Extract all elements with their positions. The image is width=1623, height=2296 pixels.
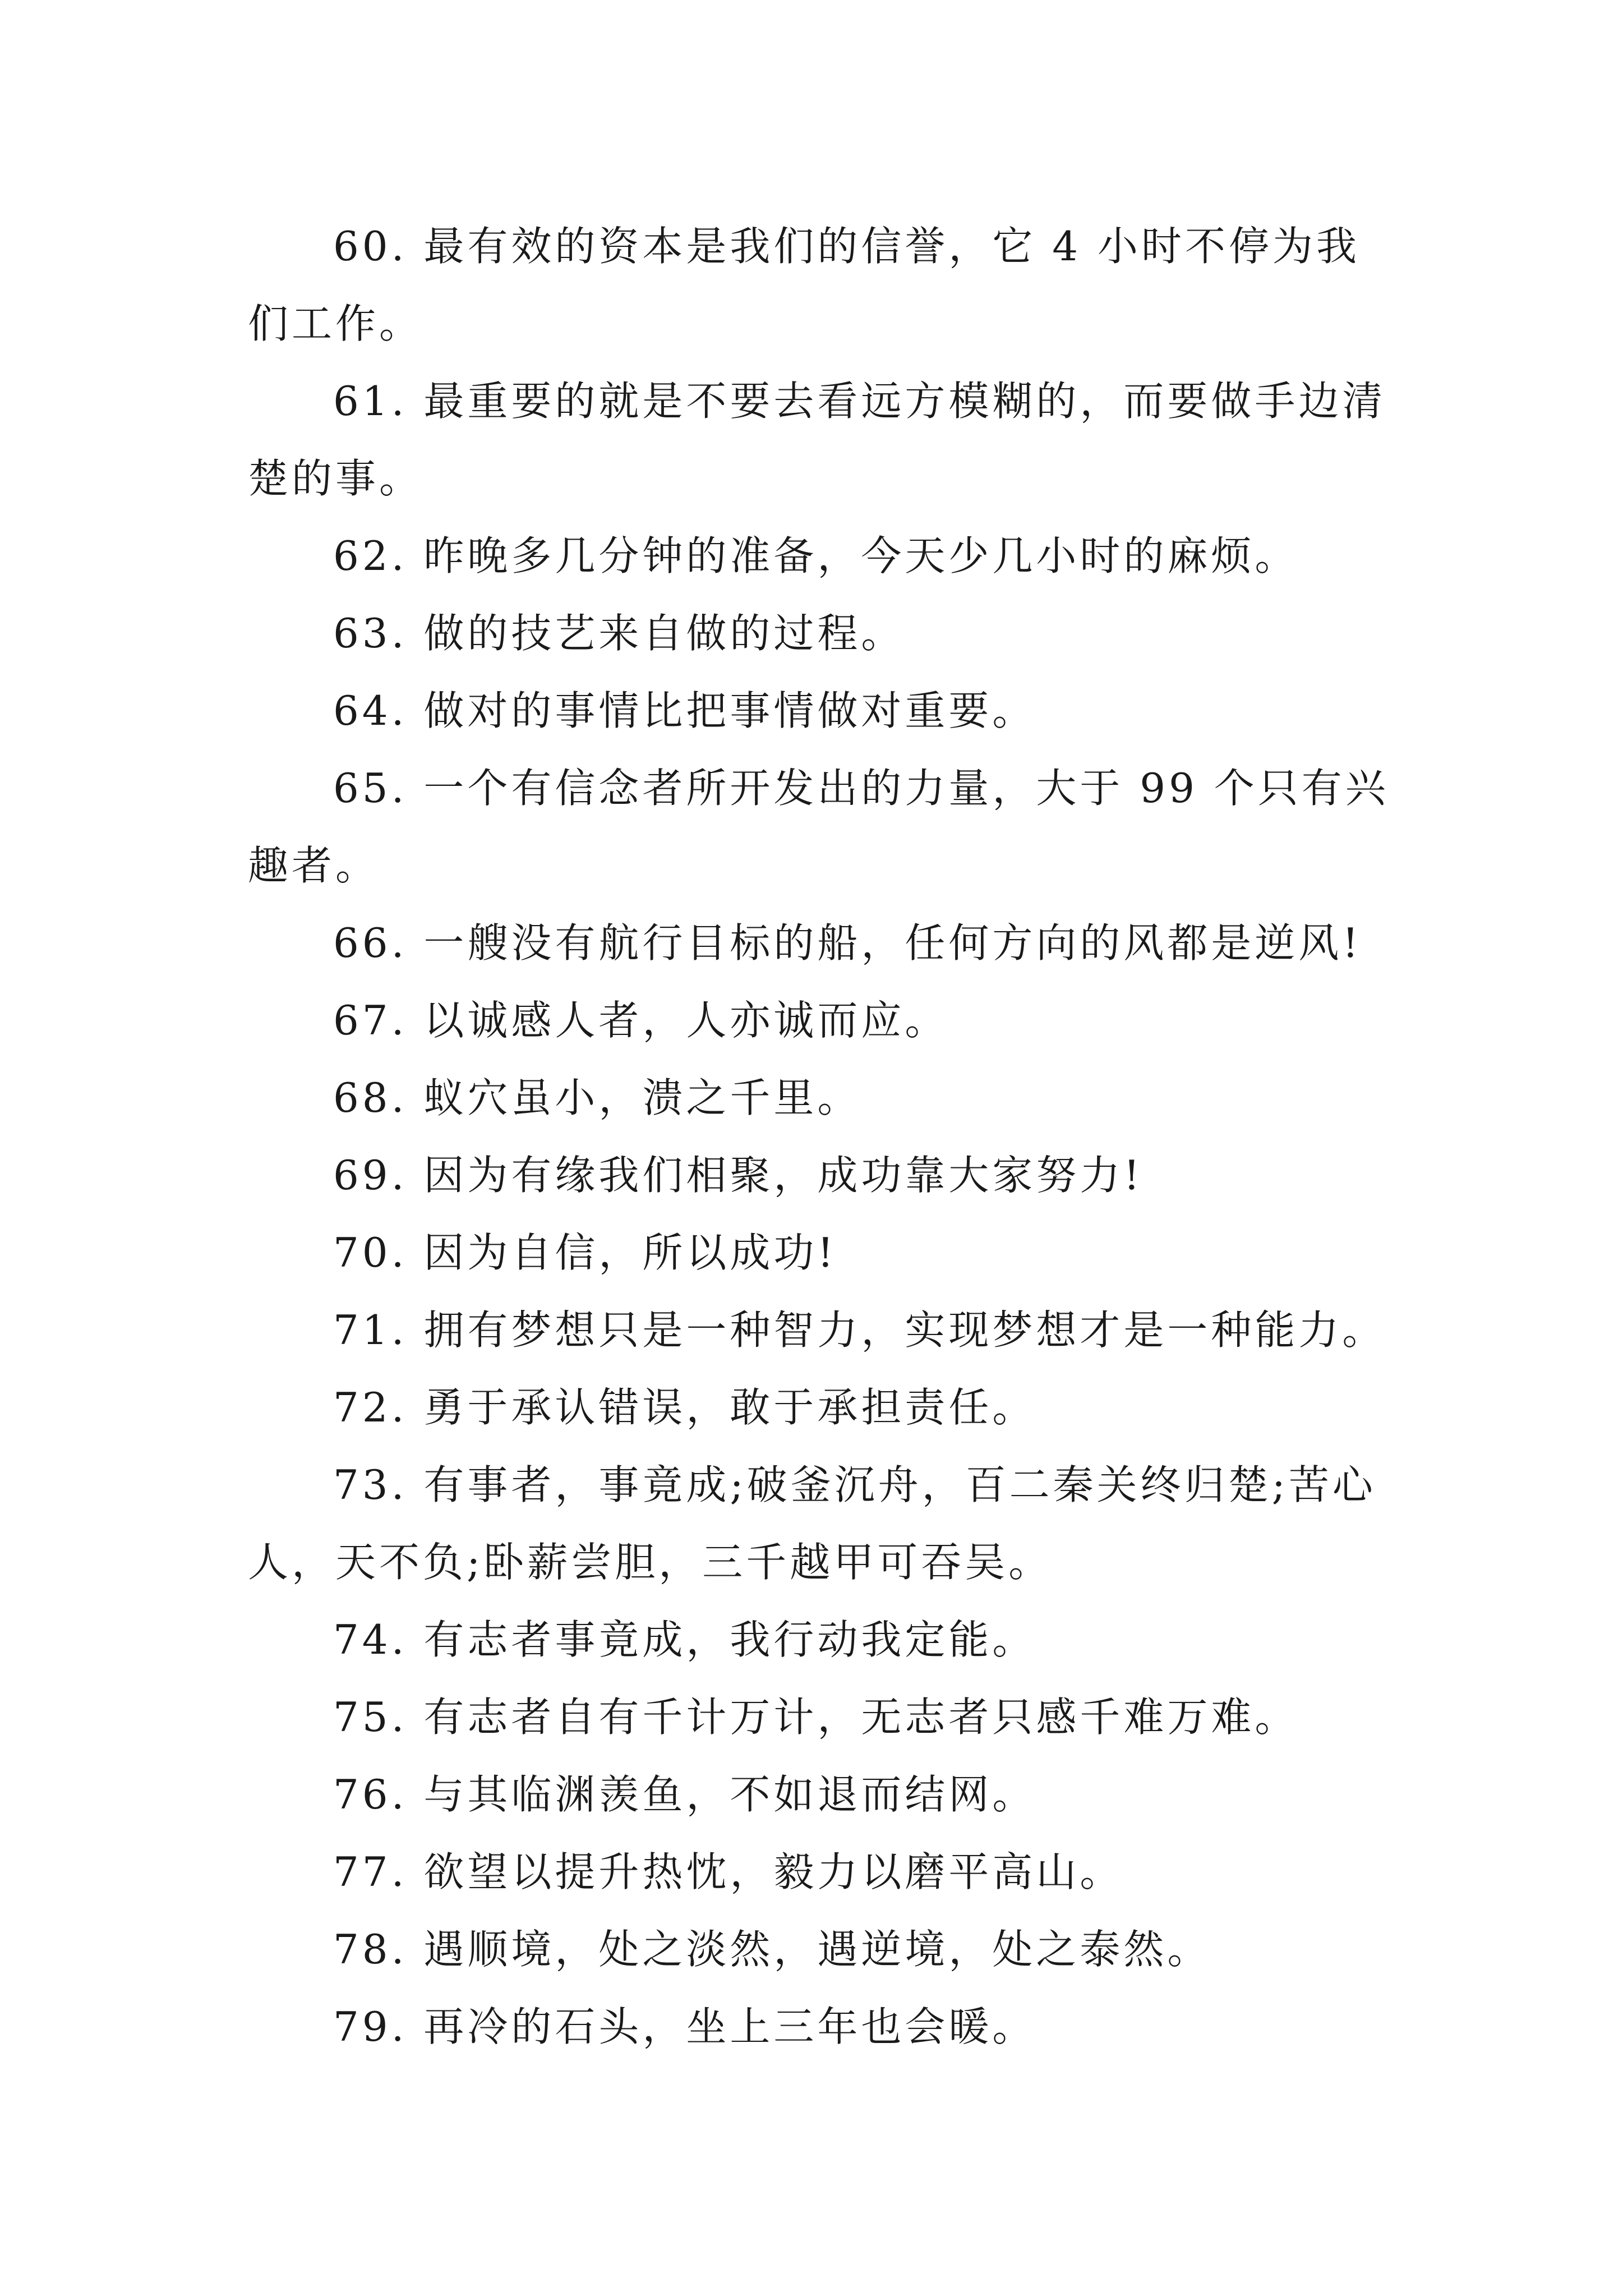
- paragraph-73: 73. 有事者，事竟成;破釜沉舟，百二秦关终归楚;苦心人，天不负;卧薪尝胆，三千越甲可吞吴。: [248, 1461, 1376, 1586]
- document-body: [248, 208, 1392, 2065]
- paragraph-66: 66. 一艘没有航行目标的船，任何方向的风都是逆风!: [333, 919, 1362, 967]
- paragraph-71: 71. 拥有梦想只是一种智力，实现梦想才是一种能力。: [333, 1306, 1386, 1354]
- paragraph-75: 75. 有志者自有千计万计，无志者只感千难万难。: [333, 1694, 1299, 1741]
- paragraph-76: 76. 与其临渊羡鱼，不如退而结网。: [333, 1771, 1036, 1818]
- paragraph-64: 64. 做对的事情比把事情做对重要。: [333, 687, 1036, 734]
- paragraph-67: 67. 以诚感人者，人亦诚而应。: [333, 997, 949, 1044]
- paragraph-77: 77. 欲望以提升热忱，毅力以磨平高山。: [333, 1848, 1124, 1895]
- paragraph-79: 79. 再冷的石头，坐上三年也会暖。: [333, 2003, 1036, 2050]
- paragraph-61: 61. 最重要的就是不要去看远方模糊的，而要做手边清楚的事。: [248, 378, 1386, 502]
- paragraph-74: 74. 有志者事竟成，我行动我定能。: [333, 1616, 1036, 1663]
- paragraph-68: 68. 蚁穴虽小，溃之千里。: [333, 1074, 861, 1121]
- paragraph-70: 70. 因为自信，所以成功!: [333, 1229, 837, 1276]
- paragraph-63: 63. 做的技艺来自做的过程。: [333, 610, 905, 657]
- paragraph-65: 65. 一个有信念者所开发出的力量，大于 99 个只有兴趣者。: [248, 765, 1389, 889]
- paragraph-69: 69. 因为有缘我们相聚，成功靠大家努力!: [333, 1152, 1144, 1199]
- paragraph-62: 62. 昨晚多几分钟的准备，今天少几小时的麻烦。: [333, 532, 1299, 579]
- paragraph-60: 60. 最有效的资本是我们的信誉，它 4 小时不停为我们工作。: [248, 223, 1360, 347]
- paragraph-78: 78. 遇顺境，处之淡然，遇逆境，处之泰然。: [333, 1926, 1211, 1973]
- paragraph-72: 72. 勇于承认错误，敢于承担责任。: [333, 1384, 1036, 1431]
